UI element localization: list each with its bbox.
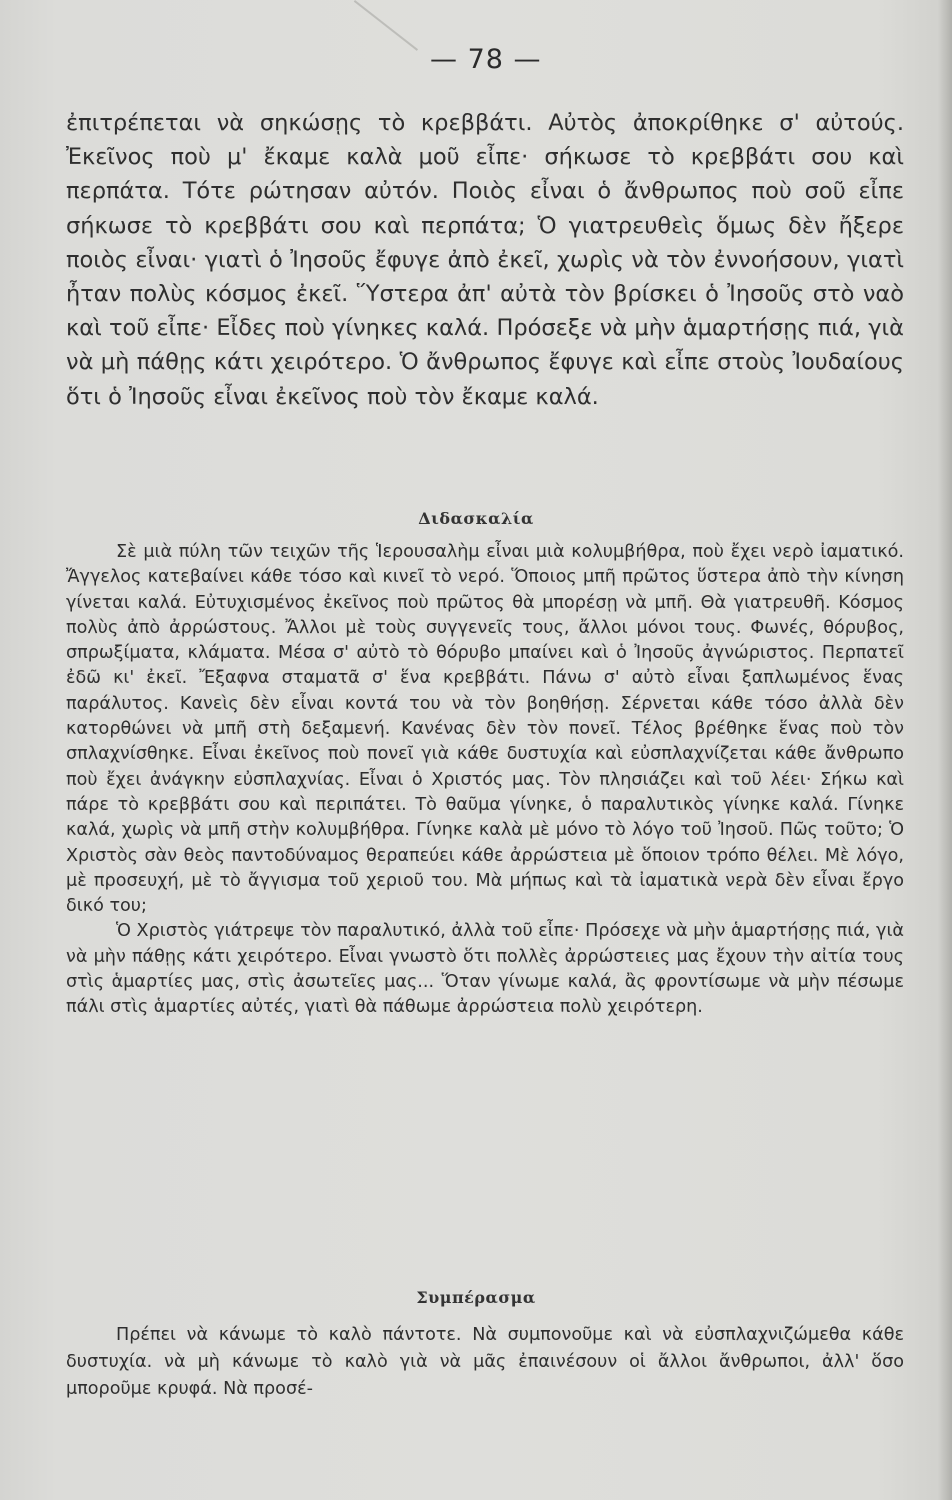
teaching-section [66, 540, 904, 1021]
conclusion-section [66, 1322, 904, 1403]
heading-conclusion: Συμπέρασμα [416, 1288, 536, 1307]
page-edge-shadow [938, 0, 952, 1500]
page-fold-line [354, 0, 418, 51]
teaching-paragraph-1: Σὲ μιὰ πύλη τῶν τειχῶν τῆς Ἱερουσαλὴμ εἶναι μιὰ κολυμβήθρα, ποὺ ἔχει νερὸ ἰαματικό. Ἄγγελος κατεβαίνει κάθε τόσο καὶ κινεῖ τὸ νερό. Ὅποιος μπῆ πρῶτος ὕστερα ἀπὸ τὴν κίνηση γίνεται καλά. Εὐτυχισμένος ἐκεῖνος ποὺ πρῶτος θὰ μπορέσῃ νὰ μπῆ. Θὰ γιατρευθῆ. Κόσμος πολὺς ἀπὸ ἀρρώστους. Ἄλλοι μὲ τοὺς συγγενεῖς τους, ἄλλοι μόνοι τους. Φωνές, θόρυβος, σπρωξίματα, κλάματα. Μέσα σ' αὐτὸ τὸ θόρυβο μπαίνει καὶ ὁ Ἰησοῦς ἀγνώριστος. Περπατεῖ ἐδῶ κι' ἐκεῖ. Ἔξαφνα σταματᾶ σ' ἕνα κρεββάτι. Πάνω σ' αὐτὸ εἶναι ξαπλωμένος ἕνας παράλυτος. Κανεὶς δὲν εἶναι κοντά του νὰ τὸν βοηθήσῃ. Σέρνεται κάθε τόσο ἀλλὰ δὲν κατορθώνει νὰ μπῆ στὴ δεξαμενή. Κανένας δὲν τὸν πονεῖ. Τέλος βρέθηκε ἕνας ποὺ τὸν σπλαχνίσθηκε. Εἶναι ἐκεῖνος ποὺ πονεῖ γιὰ κάθε δυστυχία καὶ εὐσπλαχνίζεται κάθε ἄνθρωπο ποὺ ἔχει ἀνάγκην εὐσπλαχνίας. Εἶναι ὁ Χριστός μας. Τὸν πλησιάζει καὶ τοῦ λέει· Σήκω καὶ πάρε τὸ κρεββάτι σου καὶ περιπάτει. Τὸ θαῦμα γίνηκε, ὁ παραλυτικὸς γίνηκε καλά. Γίνηκε καλά, χωρὶς νὰ μπῆ στὴν κολυμβήθρα. Γίνηκε καλὰ μὲ μόνο τὸ λόγο τοῦ Ἰησοῦ. Πῶς τοῦτο; Ὁ Χριστὸς σὰν θεὸς παντοδύναμος θεραπεύει κάθε ἀρρώστεια μὲ ὅποιον τρόπο θέλει. Μὲ λόγο, μὲ προσευχή, μὲ τὸ ἄγγισμα τοῦ χεριοῦ του. Μὰ μήπως καὶ τὰ ἰαματικὰ νερὰ δὲν εἶναι ἔργο δικό του; [66, 542, 904, 917]
paragraph-continuation: ἐπιτρέπεται νὰ σηκώσῃς τὸ κρεββάτι. Αὐτὸς ἀποκρίθηκε σ' αὐτούς. Ἐκεῖνος ποὺ μ' ἔκαμε καλὰ μοῦ εἶπε· σήκωσε τὸ κρεββάτι σου καὶ περπάτα. Τότε ρώτησαν αὐτόν. Ποιὸς εἶναι ὁ ἄνθρωπος ποὺ σοῦ εἶπε σήκωσε τὸ κρεββάτι σου καὶ περπάτα; Ὁ γιατρευθεὶς ὅμως δὲν ἤξερε ποιὸς εἶναι· γιατὶ ὁ Ἰησοῦς ἔφυγε ἀπὸ ἐκεῖ, χωρὶς νὰ τὸν ἐννοήσουν, γιατὶ ἦταν πολὺς κόσμος ἐκεῖ. Ὕστερα ἀπ' αὐτὰ τὸν βρίσκει ὁ Ἰησοῦς στὸ ναὸ καὶ τοῦ εἶπε· Εἶδες ποὺ γίνηκες καλά. Πρόσεξε νὰ μὴν ἁμαρτήσῃς πιά, γιὰ νὰ μὴ πάθῃς κάτι χειρότερο. Ὁ ἄνθρωπος ἔφυγε καὶ εἶπε στοὺς Ἰουδαίους ὅτι ὁ Ἰησοῦς εἶναι ἐκεῖνος ποὺ τὸν ἔκαμε καλά. [66, 110, 904, 410]
heading-teaching: Διδασκαλία [418, 509, 534, 528]
page-number: — 78 — [430, 44, 542, 75]
teaching-paragraph-2: Ὁ Χριστὸς γιάτρεψε τὸν παραλυτικό, ἀλλὰ τοῦ εἶπε· Πρόσεχε νὰ μὴν ἁμαρτήσῃς πιά, γιὰ νὰ μὴν πάθῃς κάτι χειρότερο. Εἶναι γνωστὸ ὅτι πολλὲς ἀρρώστειες μας ἔχουν τὴν αἰτία τους στὶς ἁμαρτίες μας, στὶς ἀσωτεῖες μας... Ὅταν γίνωμε καλά, ἂς φροντίσωμε νὰ μὴν πέσωμε πάλι στὶς ἁμαρτίες αὐτές, γιατὶ θὰ πάθωμε ἀρρώστεια πολὺ χειρότερη. [66, 921, 904, 1018]
conclusion-paragraph: Πρέπει νὰ κάνωμε τὸ καλὸ πάντοτε. Νὰ συμπονοῦμε καὶ νὰ εὐσπλαχνιζώμεθα κάθε δυστυχία. νὰ μὴ κάνωμε τὸ καλὸ γιὰ νὰ μᾶς ἐπαινέσουν οἱ ἄλλοι ἄνθρωποι, ἀλλ' ὅσο μποροῦμε κρυφά. Νὰ προσέ- [66, 1325, 904, 1399]
